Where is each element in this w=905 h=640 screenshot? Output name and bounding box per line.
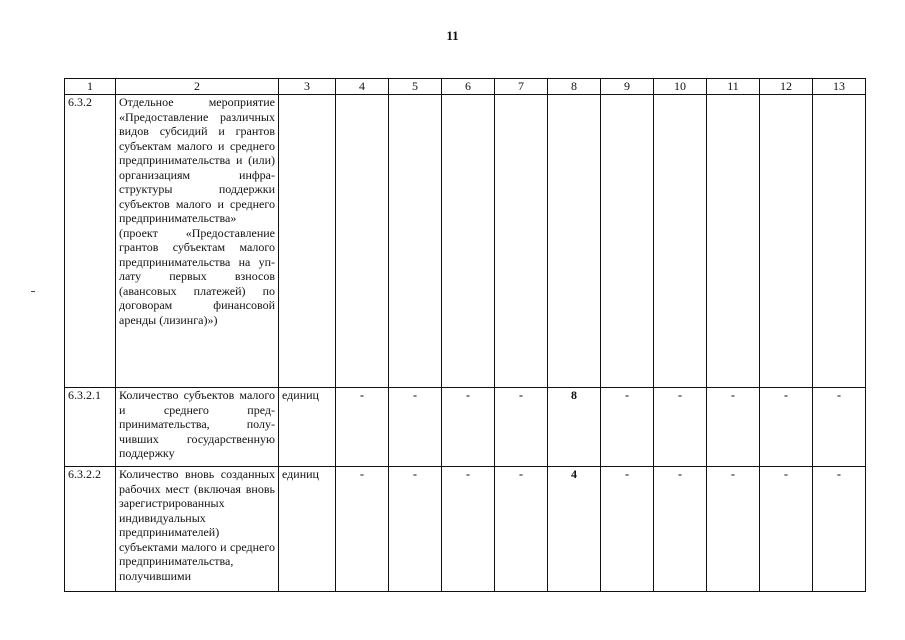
value-cell: - — [813, 467, 866, 592]
value-cell — [707, 95, 760, 388]
stray-mark — [31, 291, 35, 292]
column-header: 6 — [442, 79, 495, 95]
row-description: Отдельное мероприятие «Предоставление различных видов субсидий и грантов субъектам малого и среднего предпринимательства и (или) организациям инфраструктуры поддержки субъектов малого и среднего предпринимательства» (проект «Предоставление грантов субъектам малого предпринимательства на уплату первых взносов (авансовых платежей) по договорам финансовой аренды (лизинга)») — [116, 95, 279, 388]
row-description: Количество вновь созданных рабочих мест (включая вновь зарегистрированных индивидуальных предпринимателей) субъектами малого и среднего предпринимательства, получившими — [116, 467, 279, 592]
column-header: 11 — [707, 79, 760, 95]
table-row — [65, 95, 866, 388]
value-cell: - — [442, 467, 495, 592]
value-cell: - — [389, 388, 442, 467]
column-header: 12 — [760, 79, 813, 95]
row-code: 6.3.2 — [65, 95, 116, 388]
row-code: 6.3.2.1 — [65, 388, 116, 467]
value-cell — [654, 95, 707, 388]
header-row — [65, 79, 866, 95]
column-header: 4 — [336, 79, 389, 95]
value-cell: 8 — [548, 388, 601, 467]
row-description: Количество субъектов малого и среднего предпринимательства, получивших государственную поддержку — [116, 388, 279, 467]
table-row — [65, 388, 866, 467]
value-cell: - — [336, 388, 389, 467]
value-cell: - — [495, 467, 548, 592]
row-unit: единиц — [279, 467, 336, 592]
value-cell — [548, 95, 601, 388]
column-header: 2 — [116, 79, 279, 95]
value-cell: - — [495, 388, 548, 467]
row-unit — [279, 95, 336, 388]
value-cell: - — [707, 388, 760, 467]
table-row — [65, 467, 866, 592]
value-cell: - — [707, 467, 760, 592]
column-header: 7 — [495, 79, 548, 95]
value-cell — [495, 95, 548, 388]
row-code: 6.3.2.2 — [65, 467, 116, 592]
value-cell — [442, 95, 495, 388]
value-cell — [601, 95, 654, 388]
column-header: 8 — [548, 79, 601, 95]
column-header: 5 — [389, 79, 442, 95]
value-cell: - — [654, 467, 707, 592]
column-header: 3 — [279, 79, 336, 95]
value-cell: - — [601, 388, 654, 467]
value-cell: - — [601, 467, 654, 592]
value-cell: - — [760, 467, 813, 592]
column-header: 1 — [65, 79, 116, 95]
column-header: 13 — [813, 79, 866, 95]
column-header: 10 — [654, 79, 707, 95]
column-header: 9 — [601, 79, 654, 95]
value-cell: - — [760, 388, 813, 467]
data-table — [64, 78, 866, 592]
value-cell — [336, 95, 389, 388]
page-number: 11 — [446, 28, 459, 43]
value-cell: - — [654, 388, 707, 467]
value-cell: 4 — [548, 467, 601, 592]
value-cell: - — [336, 467, 389, 592]
row-unit: единиц — [279, 388, 336, 467]
value-cell: - — [442, 388, 495, 467]
value-cell — [813, 95, 866, 388]
value-cell — [389, 95, 442, 388]
value-cell: - — [813, 388, 866, 467]
value-cell: - — [389, 467, 442, 592]
value-cell — [760, 95, 813, 388]
